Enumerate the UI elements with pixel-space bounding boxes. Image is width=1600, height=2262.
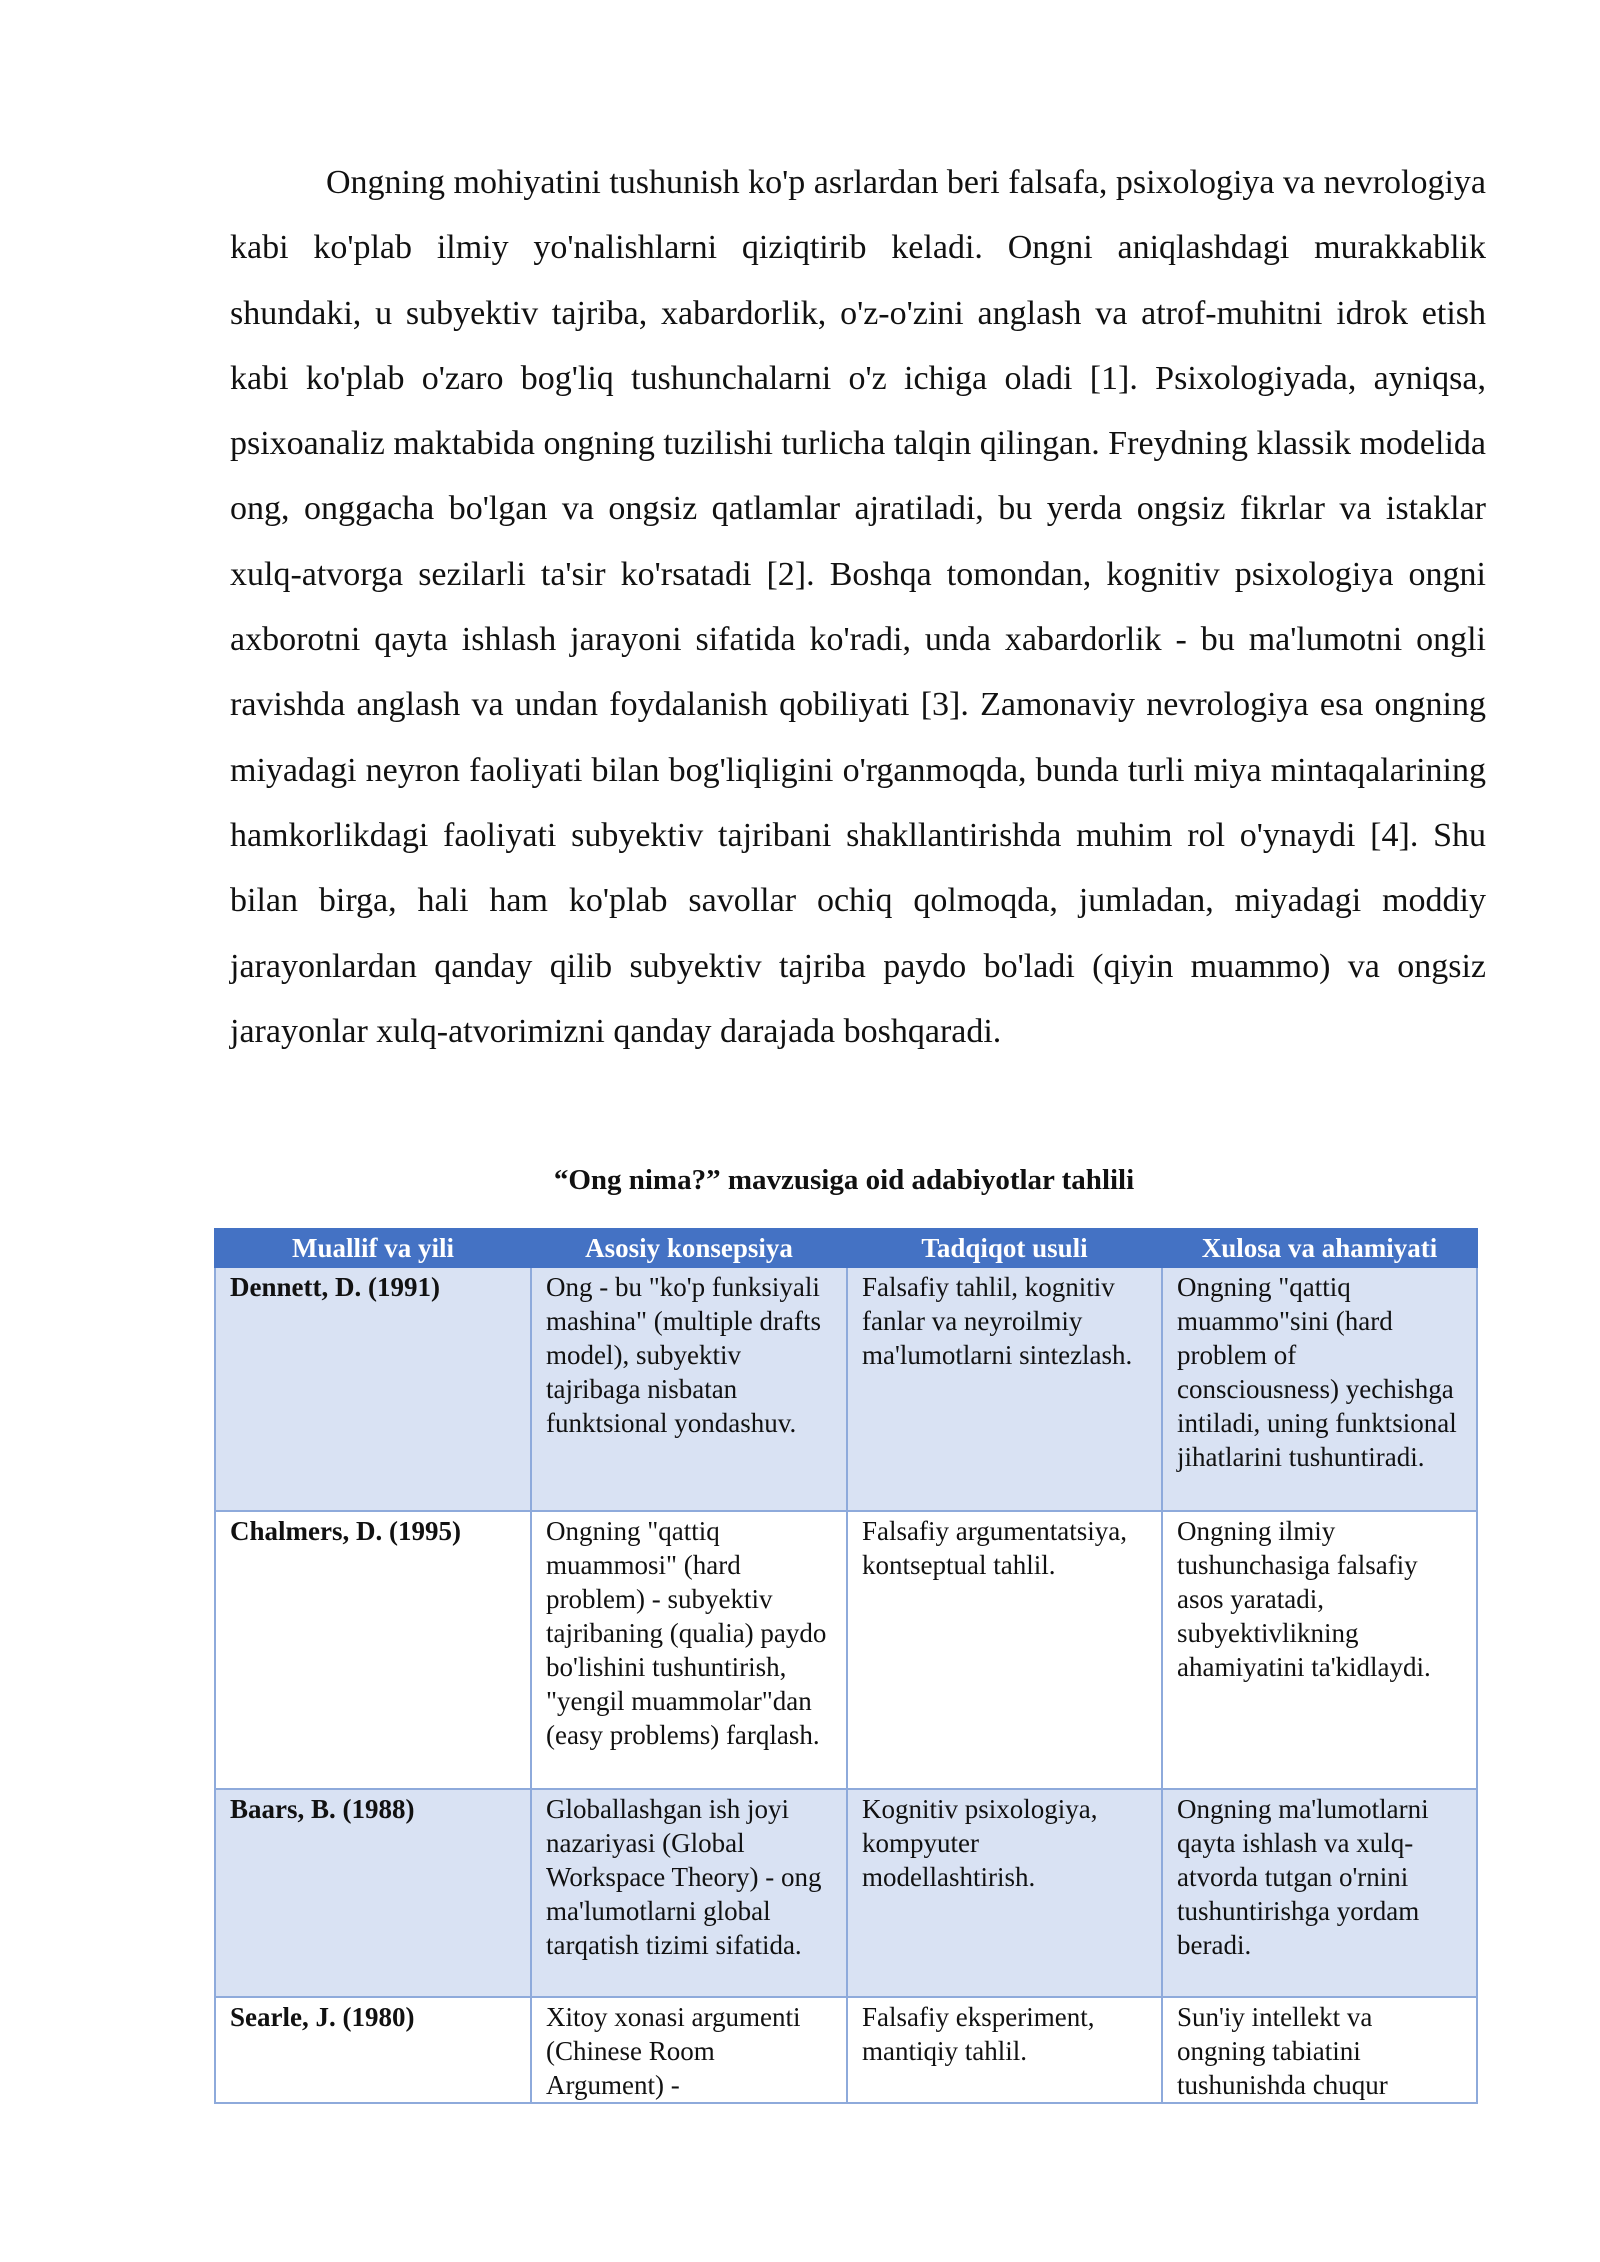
table-caption: “Ong nima?” mavzusiga oid adabiyotlar tahlili [553, 1164, 1135, 1196]
body-paragraph: Ongning mohiyatini tushunish ko'p asrlardan beri falsafa, psixologiya va nevrologiya kabi ko'plab ilmiy yo'nalishlarni qiziqtirib keladi. Ongni aniqlashdagi murakkablik shundaki, u subyektiv tajriba, xabardorlik, o'z-o'zini anglash va atrof-muhitni idrok etish kabi ko'plab o'zaro bog'liq tushunchalarni o'z ichiga oladi [1]. Psixologiyada, ayniqsa, psixoanaliz maktabida ongning tuzilishi turlicha talqin qilingan. Freydning klassik modelida ong, onggacha bo'lgan va ongsiz qatlamlar ajratiladi, bu yerda ongsiz fikrlar va istaklar xulq-atvorga sezilarli ta'sir ko'rsatadi [2]. Boshqa tomondan, kognitiv psixologiya ongni axborotni qayta ishlash jarayoni sifatida ko'radi, unda xabardorlik - bu ma'lumotni ongli ravishda anglash va undan foydalanish qobiliyati [3]. Zamonaviy nevrologiya esa ongning miyadagi neyron faoliyati bilan bog'liqligini o'rganmoqda, bunda turli miya mintaqalarining hamkorlikdagi faoliyati subyektiv tajribani shakllantirishda muhim rol o'ynaydi [4]. Shu bilan birga, hali ham ko'plab savollar ochiq qolmoqda, jumladan, miyadagi moddiy jarayonlardan qanday qilib subyektiv tajriba paydo bo'ladi (qiyin muammo) va ongsiz jarayonlar xulq-atvorimizni qanday darajada boshqaradi. [230, 164, 1487, 1050]
cell-method: Falsafiy argumentatsiya, kontseptual tahlil. [847, 1511, 1162, 1789]
literature-table [214, 1228, 1478, 2104]
table-row [215, 1997, 1477, 2103]
table-row [215, 1511, 1477, 1789]
header-author: Muallif va yili [215, 1229, 531, 1267]
cell-conclusion: Ongning ma'lumotlarni qayta ishlash va xulq-atvorda tutgan o'rnini tushuntirishga yordam beradi. [1162, 1789, 1477, 1997]
cell-method: Falsafiy eksperiment, mantiqiy tahlil. [847, 1997, 1162, 2103]
cell-concept: Ongning "qattiq muammosi" (hard problem) - subyektiv tajribaning (qualia) paydo bo'lishini tushuntirish, "yengil muammolar"dan (easy problems) farqlash. [531, 1511, 847, 1789]
cell-method: Falsafiy tahlil, kognitiv fanlar va neyroilmiy ma'lumotlarni sintezlash. [847, 1267, 1162, 1511]
cell-concept: Xitoy xonasi argumenti (Chinese Room Argument) - [531, 1997, 847, 2103]
table-row [215, 1789, 1477, 1997]
cell-method: Kognitiv psixologiya, kompyuter modellashtirish. [847, 1789, 1162, 1997]
cell-author: Searle, J. (1980) [215, 1997, 531, 2103]
cell-author: Chalmers, D. (1995) [215, 1511, 531, 1789]
cell-conclusion: Sun'iy intellekt va ongning tabiatini tushunishda chuqur [1162, 1997, 1477, 2103]
header-conclusion: Xulosa va ahamiyati [1162, 1229, 1477, 1267]
header-concept: Asosiy konsepsiya [531, 1229, 847, 1267]
cell-author: Baars, B. (1988) [215, 1789, 531, 1997]
cell-conclusion: Ongning "qattiq muammo"sini (hard problem of consciousness) yechishga intiladi, uning funktsional jihatlarini tushuntiradi. [1162, 1267, 1477, 1511]
table-header-row [215, 1229, 1477, 1267]
cell-concept: Ong - bu "ko'p funksiyali mashina" (multiple drafts model), subyektiv tajribaga nisbatan funktsional yondashuv. [531, 1267, 847, 1511]
cell-concept: Globallashgan ish joyi nazariyasi (Global Workspace Theory) - ong ma'lumotlarni global tarqatish tizimi sifatida. [531, 1789, 847, 1997]
header-method: Tadqiqot usuli [847, 1229, 1162, 1267]
cell-conclusion: Ongning ilmiy tushunchasiga falsafiy asos yaratadi, subyektivlikning ahamiyatini ta'kidlaydi. [1162, 1511, 1477, 1789]
cell-author: Dennett, D. (1991) [215, 1267, 531, 1511]
table-row [215, 1267, 1477, 1511]
